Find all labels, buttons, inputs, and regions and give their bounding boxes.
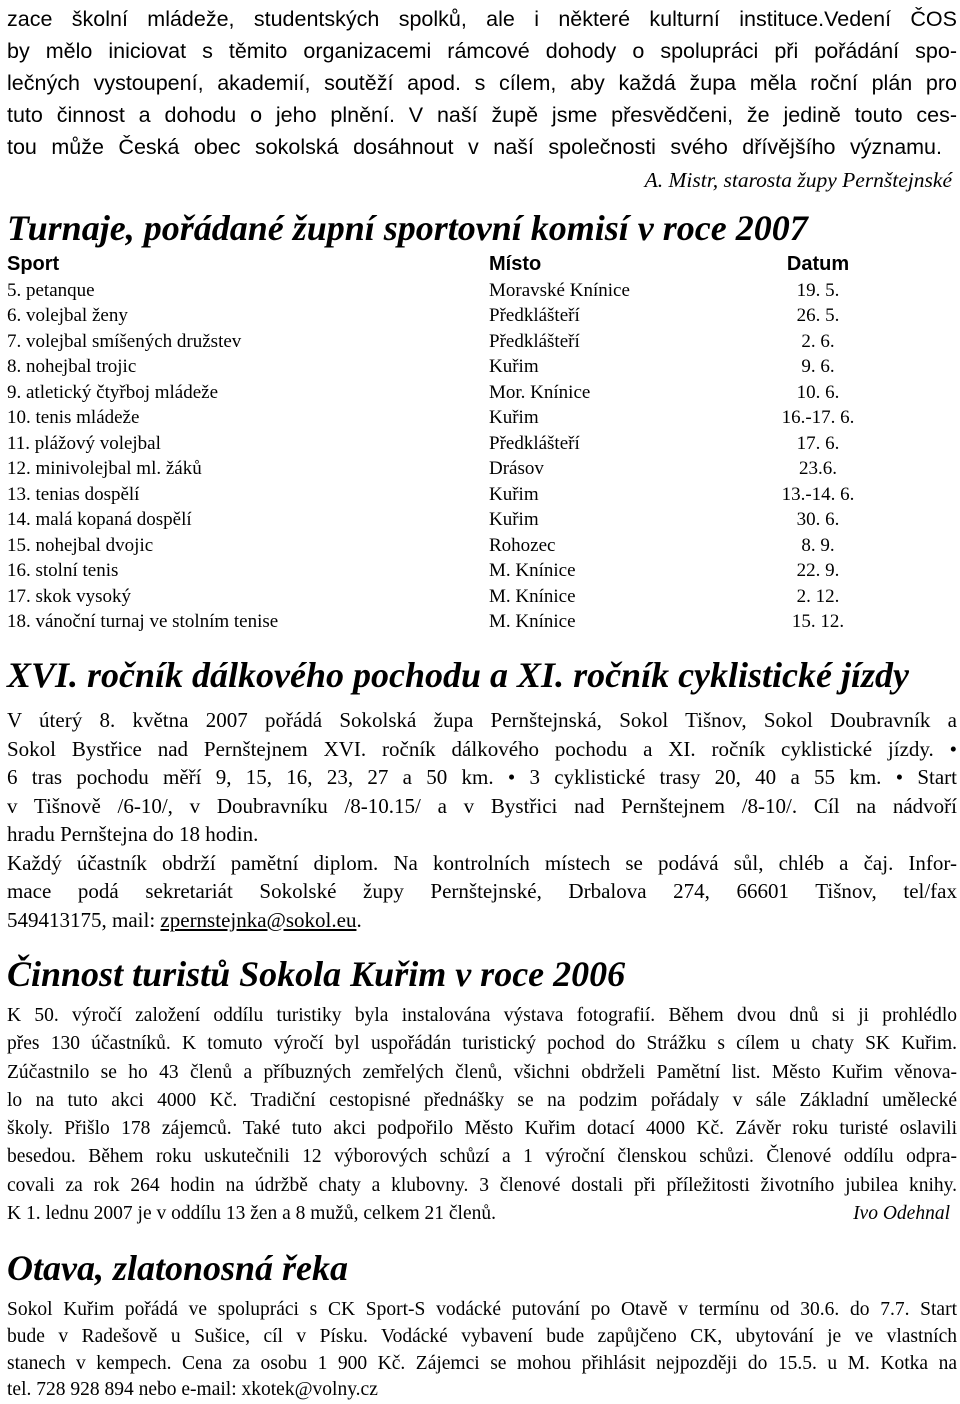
march-contact-prefix: 549413175, mail: bbox=[7, 907, 161, 932]
tourists-line: lo na tuto akci 4000 Kč. Tradiční cestopisné přednášky se na podzim pořádaly v sále Základní umělecké bbox=[7, 1089, 957, 1111]
cell-sport: 18. vánoční turnaj ve stolním tenise bbox=[7, 611, 279, 633]
table-row bbox=[7, 278, 887, 304]
cell-place: Předklášteří bbox=[489, 305, 580, 327]
cell-sport: 12. minivolejbal ml. žáků bbox=[7, 458, 202, 480]
column-header-place: Místo bbox=[489, 252, 542, 275]
march-line: Sokol Bystřice nad Pernštejnem XVI. ročník dálkového pochodu a XI. ročník cyklistické jízdy. • bbox=[7, 736, 957, 761]
cell-sport: 6. volejbal ženy bbox=[7, 305, 128, 327]
cell-date: 2. 12. bbox=[796, 585, 840, 607]
cell-place: Předklášteří bbox=[489, 432, 580, 454]
cell-sport: 8. nohejbal trojic bbox=[7, 356, 137, 378]
tourists-heading: Činnost turistů Sokola Kuřim v roce 2006 bbox=[7, 954, 626, 994]
tourists-final-sentence: K 1. lednu 2007 je v oddílu 13 žen a 8 mužů, celkem 21 členů. bbox=[7, 1203, 497, 1225]
march-line: v Tišnově /6-10/, v Doubravníku /8-10.15/ a v Bystřici nad Pernštejnem /8-10/. Cíl na nádvoří bbox=[7, 793, 957, 818]
cell-place: Mor. Knínice bbox=[489, 381, 591, 403]
otava-paragraph bbox=[7, 1297, 957, 1404]
tourists-line: přes 130 účastníků. K tomuto výročí byl uspořádán turistický pochod do Strážku s cílem u chaty SK Kuřim. bbox=[7, 1033, 957, 1055]
cell-date: 8. 9. bbox=[801, 534, 835, 556]
tourists-author: Ivo Odehnal bbox=[853, 1203, 950, 1225]
cell-place: Drásov bbox=[489, 458, 544, 480]
march-line: 6 tras pochodu měří 9, 15, 16, 23, 27 a 50 km. • 3 cyklistické trasy 20, 40 a 55 km. • Start bbox=[7, 765, 957, 789]
cell-sport: 17. skok vysoký bbox=[7, 585, 132, 607]
intro-line: lečných vystoupení, akademií, soutěží apod. s cílem, aby každá župa měla roční plán pro bbox=[7, 71, 957, 95]
otava-heading: Otava, zlatonosná řeka bbox=[7, 1248, 349, 1289]
cell-place: Moravské Knínice bbox=[489, 279, 630, 301]
tournaments-table bbox=[7, 250, 887, 635]
cell-sport: 16. stolní tenis bbox=[7, 560, 119, 582]
cell-date: 23.6. bbox=[799, 458, 837, 480]
cell-sport: 9. atletický čtyřboj mládeže bbox=[7, 381, 219, 403]
cell-date: 10. 6. bbox=[796, 381, 840, 403]
table-row bbox=[7, 431, 887, 457]
tourists-line: Zúčastnilo se ho 43 členů a příbuzných zemřelých členů, všichni obdrželi Pamětní list. Město Kuřim věnova- bbox=[7, 1061, 957, 1083]
cell-date: 13.-14. 6. bbox=[781, 483, 855, 505]
tourists-line: K 50. výročí založení oddílu turistiky byla instalována výstava fotografií. Během dvou dnů si ji prohlédlo bbox=[7, 1005, 957, 1026]
tourists-line: covali za rok 264 hodin na údržbě chaty a klubovny. 3 členové dostali při příležitosti životního jubilea knihy. bbox=[7, 1174, 957, 1196]
table-row bbox=[7, 406, 887, 432]
intro-line: tou může Česká obec sokolská dosáhnout v naší společnosti svého dřívějšího významu. bbox=[7, 135, 942, 159]
table-row bbox=[7, 533, 887, 559]
cell-place: Kuřim bbox=[489, 356, 539, 378]
table-row bbox=[7, 329, 887, 355]
march-paragraph bbox=[7, 706, 957, 934]
tourists-line: besedou. Během roku uskutečnili 12 výborových schůzí a 1 výroční členskou schůzi. Členové oddílu odpra- bbox=[7, 1146, 957, 1168]
cell-sport: 11. plážový volejbal bbox=[7, 432, 161, 454]
march-line: Každý účastník obdrží pamětní diplom. Na kontrolních místech se podává sůl, chléb a čaj. Infor- bbox=[7, 850, 957, 875]
intro-paragraph bbox=[7, 3, 957, 163]
march-line: V úterý 8. května 2007 pořádá Sokolská župa Pernštejnská, Sokol Tišnov, Sokol Doubravník a bbox=[7, 708, 957, 732]
table-header-row bbox=[7, 250, 887, 278]
cell-sport: 10. tenis mládeže bbox=[7, 407, 140, 429]
march-line: hradu Pernštejna do 18 hodin. bbox=[7, 822, 259, 846]
otava-line: Sokol Kuřim pořádá ve spolupráci s CK Sport-S vodácké putování po Otavě v termínu od 30.6. do 7.7. Start bbox=[7, 1299, 957, 1321]
tourists-line: školy. Přišlo 178 zájemců. Také tuto akci podpořilo Město Kuřim dotací 4000 Kč. Závěr roku turisté oslavili bbox=[7, 1118, 957, 1140]
march-contact-suffix: . bbox=[356, 907, 362, 932]
column-header-date: Datum bbox=[786, 252, 850, 275]
cell-place: Kuřim bbox=[489, 407, 539, 429]
cell-date: 15. 12. bbox=[791, 611, 845, 633]
cell-sport: 13. tenias dospělí bbox=[7, 483, 140, 505]
cell-place: Rohozec bbox=[489, 534, 556, 556]
table-row bbox=[7, 355, 887, 381]
cell-date: 30. 6. bbox=[796, 509, 840, 531]
cell-date: 26. 5. bbox=[796, 305, 840, 327]
table-row bbox=[7, 457, 887, 483]
intro-line: zace školní mládeže, studentských spolků, ale i některé kulturní instituce.Vedení ČOS bbox=[7, 7, 957, 31]
cell-sport: 15. nohejbal dvojic bbox=[7, 534, 154, 556]
intro-signature: A. Mistr, starosta župy Pernštejnské bbox=[644, 168, 952, 192]
tournaments-table-body bbox=[7, 278, 887, 635]
tournaments-heading: Turnaje, pořádané župní sportovní komisí v roce 2007 bbox=[7, 208, 808, 248]
cell-sport: 5. petanque bbox=[7, 279, 95, 301]
intro-line: by mělo iniciovat s těmito organizacemi rámcové dohody o spolupráci při pořádání spo- bbox=[7, 39, 957, 63]
table-row bbox=[7, 610, 887, 636]
table-row bbox=[7, 508, 887, 534]
table-row bbox=[7, 584, 887, 610]
intro-line: tuto činnost a dohodu o jeho plnění. V naší župě jsme přesvědčeni, že jedině touto ces- bbox=[7, 103, 957, 127]
cell-place: M. Knínice bbox=[489, 585, 576, 607]
document-page bbox=[7, 0, 957, 1404]
otava-contact-line: tel. 728 928 894 nebo e-mail: xkotek@volny.cz bbox=[7, 1379, 378, 1401]
cell-place: Předklášteří bbox=[489, 330, 580, 352]
column-header-sport: Sport bbox=[7, 252, 60, 275]
march-email-link[interactable]: zpernstejnka@sokol.eu bbox=[160, 907, 357, 932]
cell-date: 2. 6. bbox=[801, 330, 835, 352]
cell-sport: 7. volejbal smíšených družstev bbox=[7, 330, 242, 352]
cell-date: 16.-17. 6. bbox=[781, 407, 855, 429]
cell-place: M. Knínice bbox=[489, 611, 576, 633]
otava-line: bude v Radešově u Sušice, cíl v Písku. Vodácké vybavení bude zapůjčeno CK, ubytování je ve vlastních bbox=[7, 1326, 957, 1348]
cell-date: 19. 5. bbox=[796, 279, 840, 301]
march-last-line bbox=[7, 906, 957, 935]
cell-date: 22. 9. bbox=[796, 560, 840, 582]
march-line: mace podá sekretariát Sokolské župy Pernštejnské, Drbalova 274, 66601 Tišnov, tel/fax bbox=[7, 879, 957, 903]
table-row bbox=[7, 482, 887, 508]
cell-date: 17. 6. bbox=[796, 432, 840, 454]
table-row bbox=[7, 559, 887, 585]
tourists-paragraph bbox=[7, 1002, 957, 1228]
cell-place: Kuřim bbox=[489, 509, 539, 531]
otava-line: stanech v kempech. Cena za osobu 1 900 Kč. Zájemci se mohou přihlásit nejpozději do 15.5. u M. Kotka na bbox=[7, 1352, 957, 1374]
march-heading: XVI. ročník dálkového pochodu a XI. ročník cyklistické jízdy bbox=[7, 655, 910, 695]
cell-place: Kuřim bbox=[489, 483, 539, 505]
cell-place: M. Knínice bbox=[489, 560, 576, 582]
cell-sport: 14. malá kopaná dospělí bbox=[7, 509, 192, 531]
table-row bbox=[7, 380, 887, 406]
table-row bbox=[7, 304, 887, 330]
cell-date: 9. 6. bbox=[801, 356, 835, 378]
tourists-last-line bbox=[7, 1200, 957, 1228]
